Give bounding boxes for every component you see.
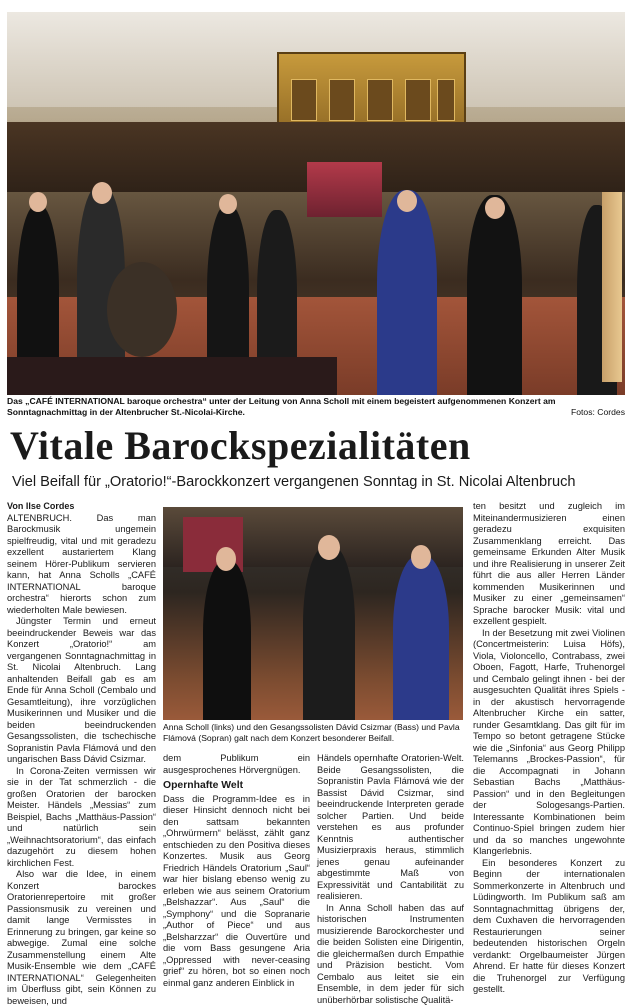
paragraph: dem Publikum ein ausgesprochenes Hörvergnügen. [163, 753, 310, 775]
paragraph: Ein besonderes Konzert zu Beginn der internationalen Sommerkonzerte in Altenbruch und Lüdingworth. Im Publikum saß am Sonntagnachmittag übrigens der, dem Cuxhaven die hervorragenden Restaurierungen seiner bedeutenden historischen Orgeln verdankt: Orgelbaumeister Jürgen Ahrend. Er hatte für dieses Konzert die Truhenorgel zur Verfügung gestellt. [473, 857, 625, 994]
paragraph: Dass die Programm-Idee es in dieser Hinsicht dennoch nicht bei den sattsam bekannten „Ohrwürmern“ belässt, zählt ganz entschieden zu den Positiva dieses Konzertes. Musik aus Georg Friedrich Händels Oratorium „Saul“ war hier bislang ebenso wenig zu erleben wie aus seinem Oratorium „Belshazzar“. Aus „Saul“ die „Symphony“ und die Sopranarie „Author of Piece“ und aus „Belsharzzar“ die Ouvertüre und die vom Bass gesungene Aria „Oppressed with never-ceasing grief“ zu hören, bot so einen noch einmal ganz anderen Einblick in [163, 793, 310, 988]
headline: Vitale Barockspezialitäten [10, 423, 471, 468]
soloists-photo-caption: Anna Scholl (links) und den Gesangssolisten Dávid Csizmar (Bass) und Pavla Flámová (Sopran) galt nach dem Konzert besonderer Beifall. [163, 722, 460, 743]
top-photo-caption [7, 396, 625, 418]
byline: Von Ilse Cordes [7, 501, 75, 511]
paragraph: In Anna Scholl haben das auf historischen Instrumenten musizierende Barockorchester und die beiden Solisten eine Dirigentin, die gleichermaßen durch Empathie und Präzision besticht. Vom Cembalo aus leitet sie ein Ensemble, in dem jeder für sich unüberhörbar solistische Qualitä- [317, 902, 464, 1005]
section-heading: Opernhafte Welt [163, 780, 244, 791]
photo-credit: Fotos: Cordes [571, 407, 625, 417]
subheadline: Viel Beifall für „Oratorio!“-Barockkonzert vergangenen Sonntag in St. Nicolai Altenbruch [12, 474, 576, 490]
top-photo-caption-text: Das „CAFÉ INTERNATIONAL baroque orchestra“ unter der Leitung von Anna Scholl mit einem begeistert aufgenommenen Konzert am Sonntagnachmittag in der Altenbrucher St.-Nicolai-Kirche. [7, 396, 556, 417]
paragraph: ten besitzt und zugleich im Miteinandermusizieren einen geradezu exquisiten Zusammenklang erreicht. Das gemeinsame Erkunden Alter Musik und ihre Realisierung in unserer Zeit führt die aus aller Herren Länder kommenden Musikerinnen und Musiker zu einer „gemeinsamen“ Sprache barocker Musik: vital und exzellent gespielt. [473, 501, 625, 626]
harp [602, 192, 622, 382]
article-column-3 [317, 753, 464, 1006]
soloists-photo [163, 507, 463, 720]
article-column-2 [163, 753, 310, 989]
paragraph: Jüngster Termin und erneut beeindruckender Beweis war das Konzert „Oratorio!“ am vergangenen Sonntagnachmittag in St. Nicolai Altenbruch. Lang anhaltenden Beifall gab es am Ende für Anna Scholl (Cembalo und Gesamtleitung), ihre vorzüglichen Musikerinnen und Musiker und die beiden beeindruckenden Gesangssolisten, die tschechische Sopranistin Pavla Flámová und den ungarischen Bass Dávid Csizmar. [7, 616, 156, 764]
audience-head [107, 262, 177, 357]
article-column-4 [473, 501, 625, 996]
paragraph: Also war die Idee, in einem Konzert barockes Oratorienrepertoire mit großer Passionsmusik zu vereinen und damit lange Vermisstes in Erinnerung zu bringen, gar keine so abwegige. Zumal eine solche Zusammenstellung einem Alte Musik-Ensemble wie dem „CAFÉ INTERNATIONAL“ Gelegenheiten im Überfluss gibt, sein Können zu beweisen, und [7, 869, 156, 1006]
paragraph: ALTENBRUCH. Das man Barockmusik ungemein spielfreudig, vital und mit geradezu exzellent austariertem Klang seinem Hörer-Publikum servieren kann, hat Anna Scholls „CAFÉ INTERNATIONAL baroque orchestra“ hierorts schon zum wiederholten Male bewiesen. [7, 512, 156, 615]
paragraph: In Corona-Zeiten vermissen wir sie in der Tat schmerzlich - die großen Oratorien der barocken Meister. Händels „Messias“ zum Beispiel, Bachs „Matthäus-Passion“ und natürlich sein „Weihnachtsoratorium“, das einfach dazugehört zu diesem hohen kirchlichen Fest. [7, 765, 156, 868]
paragraph: Händels opernhafte Oratorien-Welt. Beide Gesangssolisten, die Sopranistin Pavla Flámová wie der Bassist Dávid Csizmar, sind beeindruckende Interpreten gerade solcher Partien. Und beide verstehen es aus profunder Kenntnis authentischer Musizierpraxis heraus, stimmlich jenes genau aufeinander abgestimmte Maß von Expressivität und Cantabilität zu realisieren. [317, 753, 464, 901]
article-column-1 [7, 501, 156, 1007]
concert-photo-top [7, 12, 625, 395]
altar-painting [307, 162, 382, 217]
paragraph: In der Besetzung mit zwei Violinen (Concertmeisterin: Luisa Höfs), Viola, Violoncello, Contrabass, zwei Oboen, Fagott, Harfe, Truhenorgel und Cembalo gelingt ihnen - bei der ausgesuchten Qualität ihres Spiels - in der akustisch hervorragende Altenbrucher Kirche ein satter, runder Gesamtklang. Das gilt für im Tempo so betont getragene Stücke wie die „Sinfonia“ aus Georg Philipp Telemanns „Brockes-Passion“, für die Accompagnati in Johann Sebastian Bachs „Matthäus-Passion“ und in den Begleitungen der Sologesangs-Partien. Interessante Kombinationen beim Continuo-Spiel bringen zudem hier und da so manches ungewohnte Klangerlebnis. [473, 627, 625, 856]
